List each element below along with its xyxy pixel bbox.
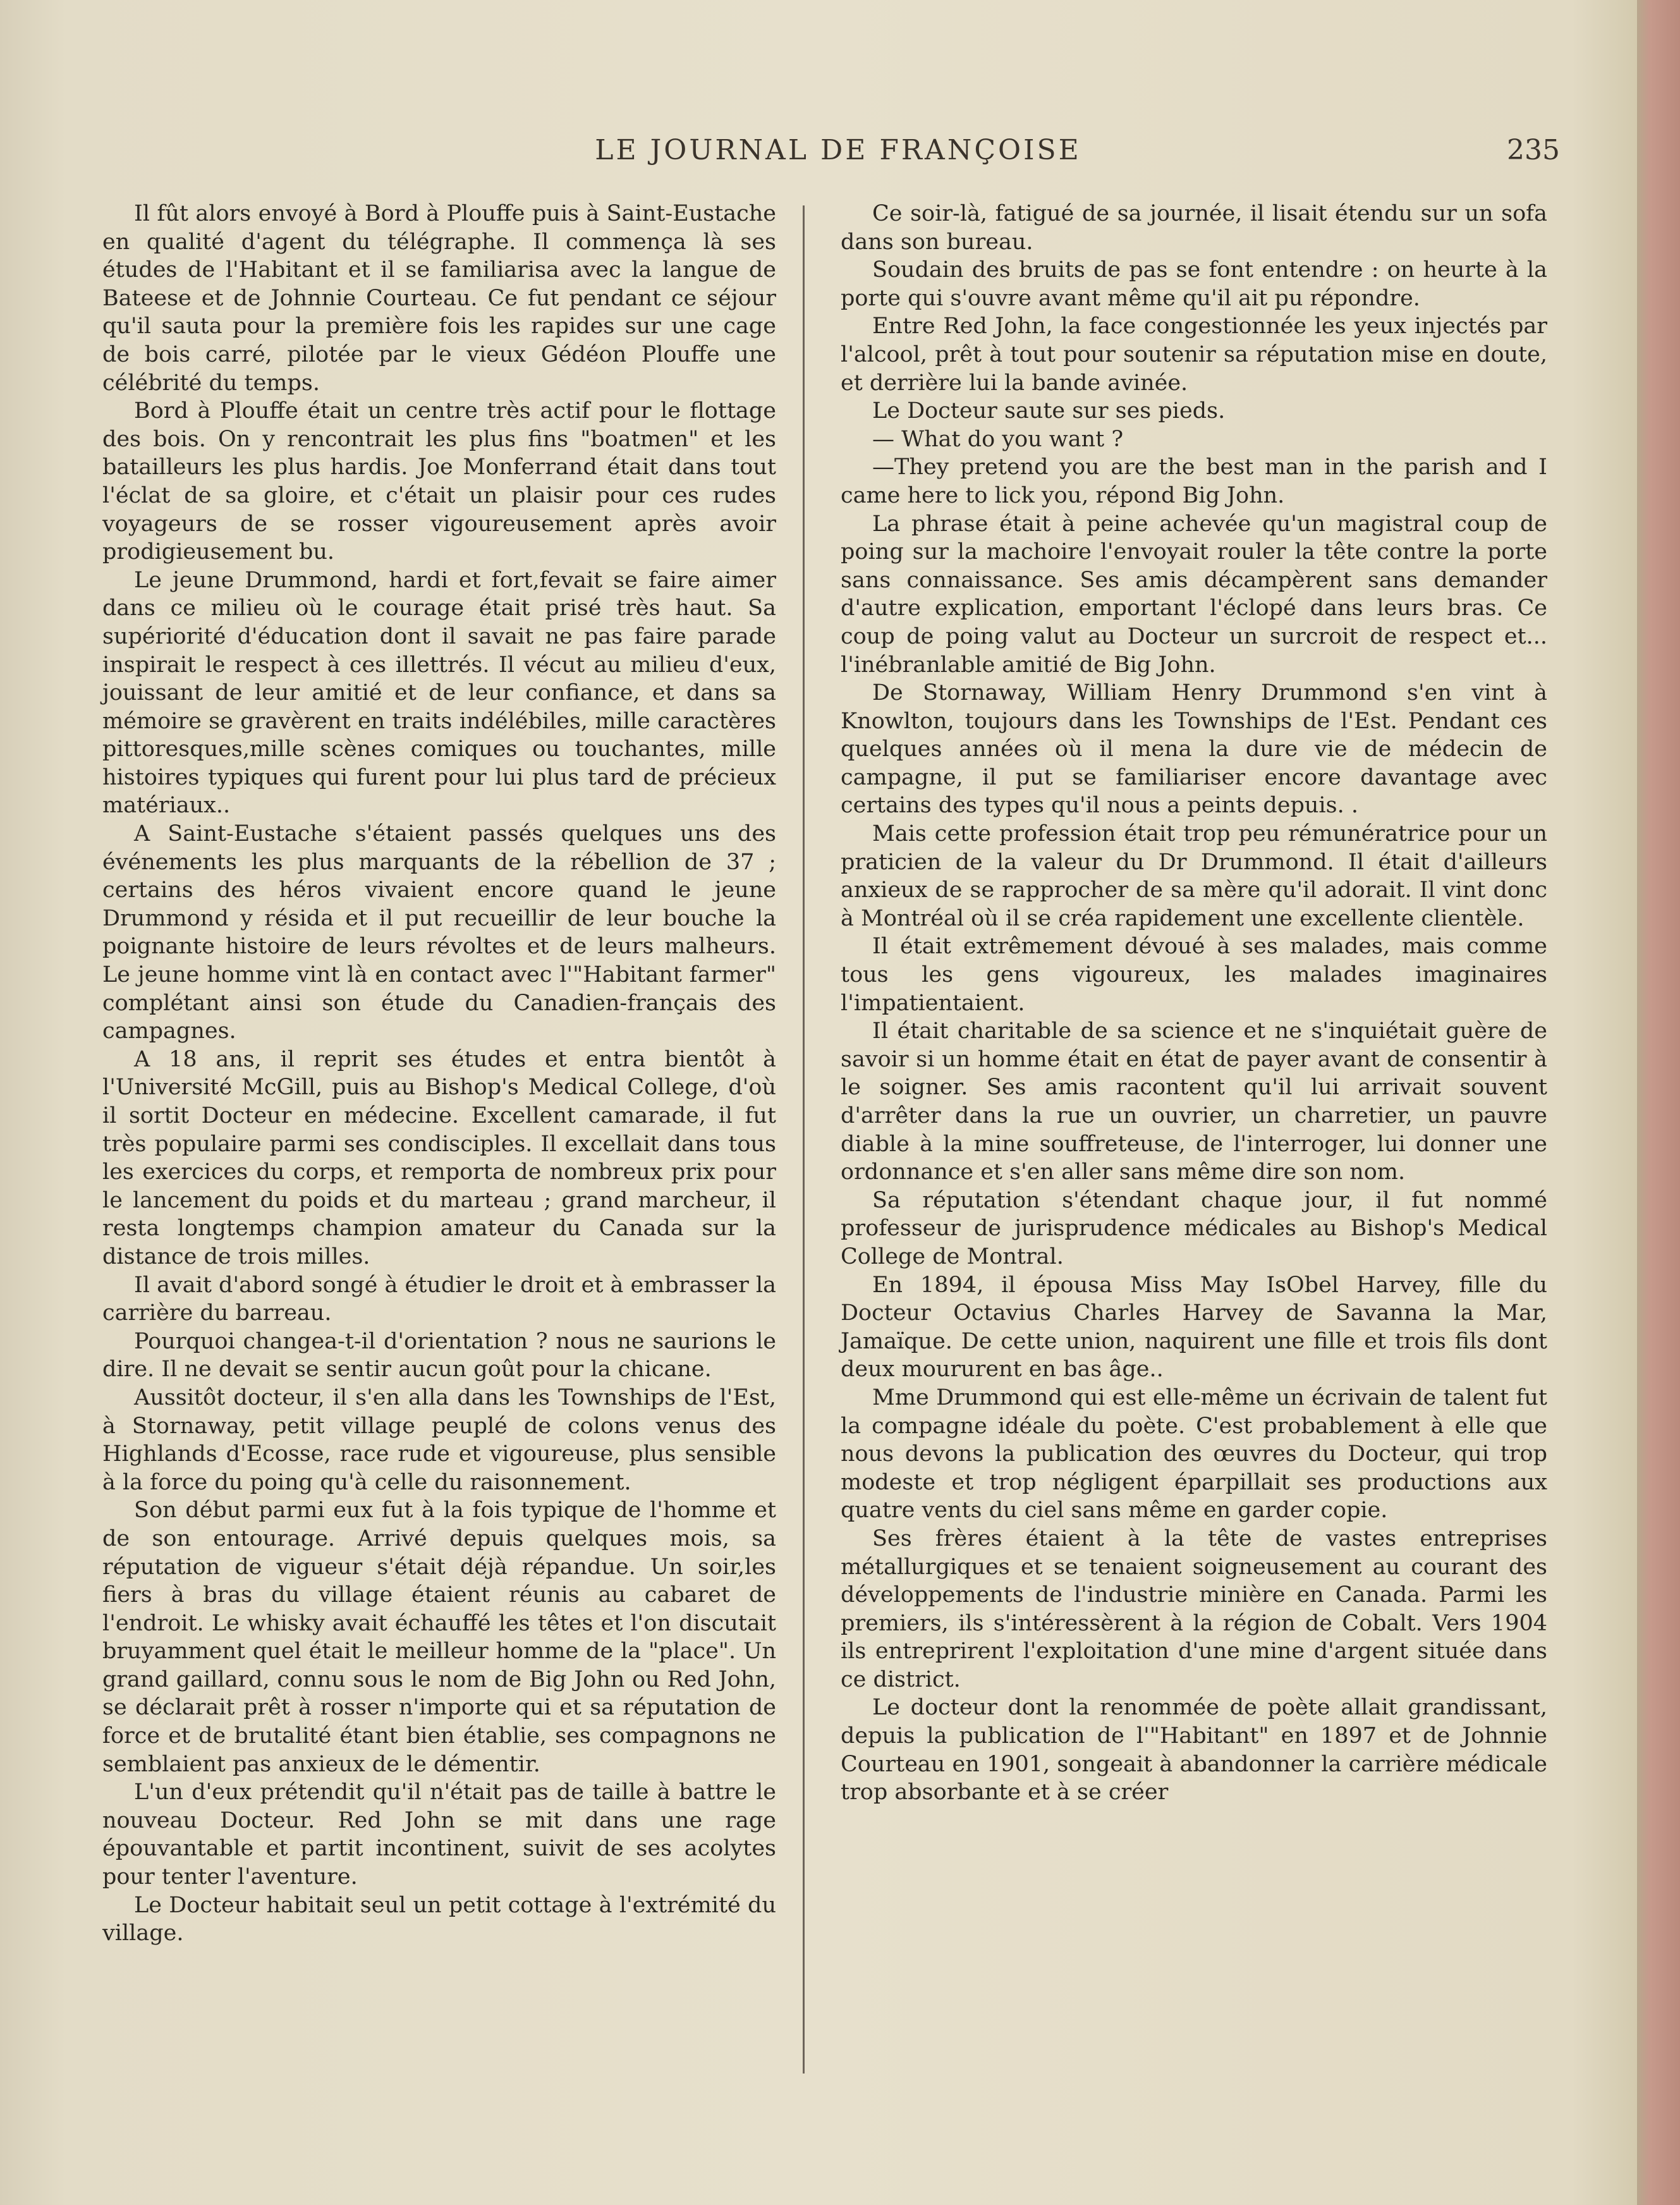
paragraph: Le docteur dont la renommée de poète allait grandissant, depuis la publication de l'"Habitant" en 1897 et de Johnnie Courteau en 1901, songeait à abandonner la carrière médicale trop absorbante et à se créer bbox=[841, 1695, 1547, 1805]
paragraph: Il fût alors envoyé à Bord à Plouffe puis à Saint-Eustache en qualité d'agent du télégraphe. Il commença là ses études de l'Habitant et il se familiarisa avec la langue de Bateese et de Johnnie Courteau. Ce fut pendant ce séjour qu'il sauta pour la première fois les rapides sur une cage de bois carré, pilotée par le vieux Gédéon Plouffe une célébrité du temps. bbox=[102, 201, 776, 396]
paragraph: Il avait d'abord songé à étudier le droit et à embrasser la carrière du barreau. bbox=[102, 1272, 776, 1326]
paragraph: Mme Drummond qui est elle-même un écrivain de talent fut la compagne idéale du poète. C'est probablement à elle que nous devons la publication des œuvres du Docteur, qui trop modeste et trop négligent éparpillait ses productions aux quatre vents du ciel sans même en garder copie. bbox=[841, 1384, 1547, 1524]
paragraph: Soudain des bruits de pas se font entendre : on heurte à la porte qui s'ouvre avant même qu'il ait pu répondre. bbox=[841, 257, 1547, 311]
paragraph: Il était charitable de sa science et ne s'inquiétait guère de savoir si un homme était en état de payer avant de consentir à le soigner. Ses amis racontent qu'il lui arrivait souvent d'arrêter dans la rue un ouvrier, un charretier, un pauvre diable à la mine souffreteuse, de l'interroger, lui donner une ordonnance et s'en aller sans même dire son nom. bbox=[841, 1018, 1547, 1185]
paragraph: — What do you want ? bbox=[872, 426, 1124, 452]
paragraph: Ce soir-là, fatigué de sa journée, il lisait étendu sur un sofa dans son bureau. bbox=[841, 201, 1547, 255]
column-divider bbox=[803, 205, 805, 2074]
paragraph: Le Docteur saute sur ses pieds. bbox=[872, 398, 1226, 424]
paragraph: A Saint-Eustache s'étaient passés quelques uns des événements les plus marquants de la rébellion de 37 ; certains des héros vivaient encore quand le jeune Drummond y résida et il put recueillir de leur bouche la poignante histoire de leurs révoltes et de leurs malheurs. Le jeune homme vint là en contact avec l'"Habitant farmer" complétant ainsi son étude du Canadien-français des campagnes. bbox=[102, 821, 776, 1044]
paragraph: Sa réputation s'étendant chaque jour, il fut nommé professeur de jurisprudence médicales au Bishop's Medical College de Montral. bbox=[841, 1187, 1547, 1269]
paragraph: L'un d'eux prétendit qu'il n'était pas de taille à battre le nouveau Docteur. Red John se mit dans une rage épouvantable et partit incontinent, suivit de ses acolytes pour tenter l'aventure. bbox=[102, 1780, 776, 1890]
paragraph: La phrase était à peine achevée qu'un magistral coup de poing sur la machoire l'envoyait rouler la tête contre la porte sans connaissance. Ses amis décampèrent sans demander d'autre explication, emportant l'éclopé dans leurs bras. Ce coup de poing valut au Docteur un surcroit de respect et... l'inébranlable amitié de Big John. bbox=[841, 511, 1547, 678]
paragraph: Le Docteur habitait seul un petit cottage à l'extrémité du village. bbox=[102, 1892, 776, 1946]
paragraph: Entre Red John, la face congestionnée les yeux injectés par l'alcool, prêt à tout pour soutenir sa réputation mise en doute, et derrière lui la bande avinée. bbox=[841, 314, 1547, 396]
paragraph: Son début parmi eux fut à la fois typique de l'homme et de son entourage. Arrivé depuis quelques mois, sa réputation de vigueur s'était déjà répandue. Un soir,les fiers à bras du village étaient réunis au cabaret de l'endroit. Le whisky avait échauffé les têtes et l'on discutait bruyamment quel était le meilleur homme de la "place". Un grand gaillard, connu sous le nom de Big John ou Red John, se déclarait prêt à rosser n'importe qui et sa réputation de force et de brutalité étant bien établie, ses compagnons ne semblaient pas anxieux de le démentir. bbox=[102, 1498, 776, 1777]
running-header-title: LE JOURNAL DE FRANÇOISE bbox=[595, 134, 1081, 166]
paragraph: Bord à Plouffe était un centre très actif pour le flottage des bois. On y rencontrait les plus fins "boatmen" et les batailleurs les plus hardis. Joe Monferrand était dans tout l'éclat de sa gloire, et c'était un plaisir pour ces rudes voyageurs de se rosser vigoureusement après avoir prodigieusement bu. bbox=[102, 398, 776, 565]
paragraph: Ses frères étaient à la tête de vastes entreprises métallurgiques et se tenaient soigneusement au courant des développements de l'industrie minière en Canada. Parmi les premiers, ils s'intéressèrent à la région de Cobalt. Vers 1904 ils entreprirent l'exploitation d'une mine d'argent située dans ce district. bbox=[841, 1525, 1547, 1692]
page-edge bbox=[1637, 0, 1680, 2205]
paragraph: De Stornaway, William Henry Drummond s'en vint à Knowlton, toujours dans les Townships de l'Est. Pendant ces quelques années où il mena la dure vie de médecin de campagne, il put se familiariser encore davantage avec certains des types qu'il nous a peints depuis. . bbox=[841, 680, 1547, 819]
paragraph: En 1894, il épousa Miss May IsObel Harvey, fille du Docteur Octavius Charles Harvey de Savanna la Mar, Jamaïque. De cette union, naquirent une fille et trois fils dont deux moururent en bas âge.. bbox=[841, 1272, 1547, 1383]
right-column bbox=[841, 200, 1547, 1807]
paragraph: Pourquoi changea-t-il d'orientation ? nous ne saurions le dire. Il ne devait se sentir aucun goût pour la chicane. bbox=[102, 1328, 776, 1383]
paragraph: Mais cette profession était trop peu rémunératrice pour un praticien de la valeur du Dr Drummond. Il était d'ailleurs anxieux de se rapprocher de sa mère qu'il adorait. Il vint donc à Montréal où il se créa rapidement une excellente clientèle. bbox=[841, 821, 1547, 931]
paragraph: A 18 ans, il reprit ses études et entra bientôt à l'Université McGill, puis au Bishop's Medical College, d'où il sortit Docteur en médecine. Excellent camarade, il fut très populaire parmi ses condisciples. Il excellait dans tous les exercices du corps, et remporta de nombreux prix pour le lancement du poids et du marteau ; grand marcheur, il resta longtemps champion amateur du Canada sur la distance de trois milles. bbox=[102, 1046, 776, 1269]
left-column bbox=[102, 200, 776, 1948]
page-number: 235 bbox=[1507, 134, 1560, 166]
paragraph: Il était extrêmement dévoué à ses malades, mais comme tous les gens vigoureux, les malades imaginaires l'impatientaient. bbox=[841, 934, 1547, 1016]
paragraph: —They pretend you are the best man in the parish and I came here to lick you, répond Big John. bbox=[841, 455, 1547, 508]
paragraph: Le jeune Drummond, hardi et fort,fevait se faire aimer dans ce milieu où le courage était prisé très haut. Sa supériorité d'éducation dont il savait ne pas faire parade inspirait le respect à ces illettrés. Il vécut au milieu d'eux, jouissant de leur amitié et de leur confiance, et dans sa mémoire se gravèrent en traits indélébiles, mille caractères pittoresques,mille scènes comiques ou touchantes, mille histoires typiques qui furent pour lui plus tard de précieux matériaux.. bbox=[102, 567, 776, 819]
paragraph: Aussitôt docteur, il s'en alla dans les Townships de l'Est, à Stornaway, petit village peuplé de colons venus des Highlands d'Ecosse, race rude et vigoureuse, plus sensible à la force du poing qu'à celle du raisonnement. bbox=[102, 1384, 776, 1495]
